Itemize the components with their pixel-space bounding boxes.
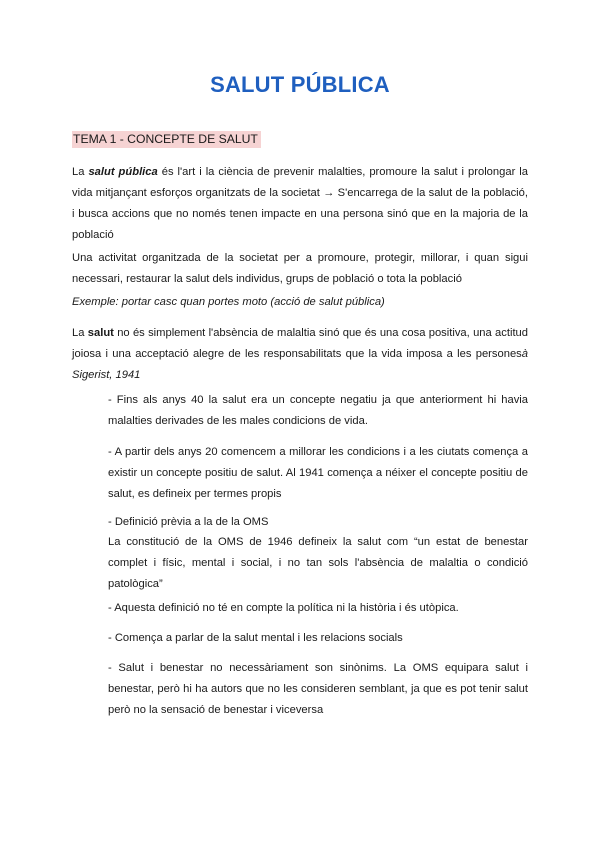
- paragraph-definition: [72, 162, 528, 246]
- page-title: SALUT PÚBLICA: [210, 72, 390, 97]
- paragraph-text: La: [72, 166, 89, 178]
- bullet-item: - Comença a parlar de la salut mental i les relacions socials: [108, 632, 403, 644]
- paragraph-text: no és simplement l'absència de malaltia sinó que és una cosa positiva, una actitud joiosa i una acceptació alegre de les responsabilitats que la vida imposa a les persones: [72, 327, 529, 360]
- key-term: salut: [87, 327, 114, 339]
- bullet-item: - Salut i benestar no necessàriament son sinònims. La OMS equipara salut i benestar, però hi ha autors que no les consideren semblant, ja que es pot tenir salut però no la sensació de benestar i viceversa: [108, 662, 528, 716]
- bullet-item-title: - Definició prèvia a la de la OMS: [108, 516, 269, 528]
- paragraph-health-concept: [72, 323, 528, 386]
- key-term: salut pública: [88, 166, 158, 178]
- example-text: Exemple: portar casc quan portes moto (acció de salut pública): [72, 296, 385, 308]
- paragraph-activity: Una activitat organitzada de la societat per a promoure, protegir, millorar, i quan sigui necessari, restaurar la salut dels individus, grups de població o tota la població: [72, 252, 528, 285]
- citation: à Sigerist, 1941: [72, 348, 528, 381]
- paragraph-text: La: [72, 327, 88, 339]
- paragraph-text: és l'art i la ciència de prevenir malalties, promoure la salut i prolongar la vida mitjançant esforços organitzats de la societat → S'encarrega de la salut de la població, i busca accions que no només tenen impacte en una persona sinó que en la majoria de la població: [72, 166, 528, 241]
- bullet-item-body: La constitució de la OMS de 1946 defineix la salut com “un estat de benestar complet i físic, mental i social, i no tan sols l'absència de malaltia o condició patològica”: [108, 536, 528, 590]
- bullet-item: - Aquesta definició no té en compte la política ni la història i és utòpica.: [108, 602, 459, 614]
- bullet-item: - Fins als anys 40 la salut era un concepte negatiu ja que anteriorment hi havia malalties derivades de les males condicions de vida.: [108, 394, 528, 427]
- bullet-item: - A partir dels anys 20 comencem a millorar les condicions i a les ciutats comença a existir un concepte positiu de salut. Al 1941 comença a néixer el concepte positiu de salut, es defineix per termes propis: [108, 446, 528, 500]
- section-heading: TEMA 1 - CONCEPTE DE SALUT: [72, 131, 261, 148]
